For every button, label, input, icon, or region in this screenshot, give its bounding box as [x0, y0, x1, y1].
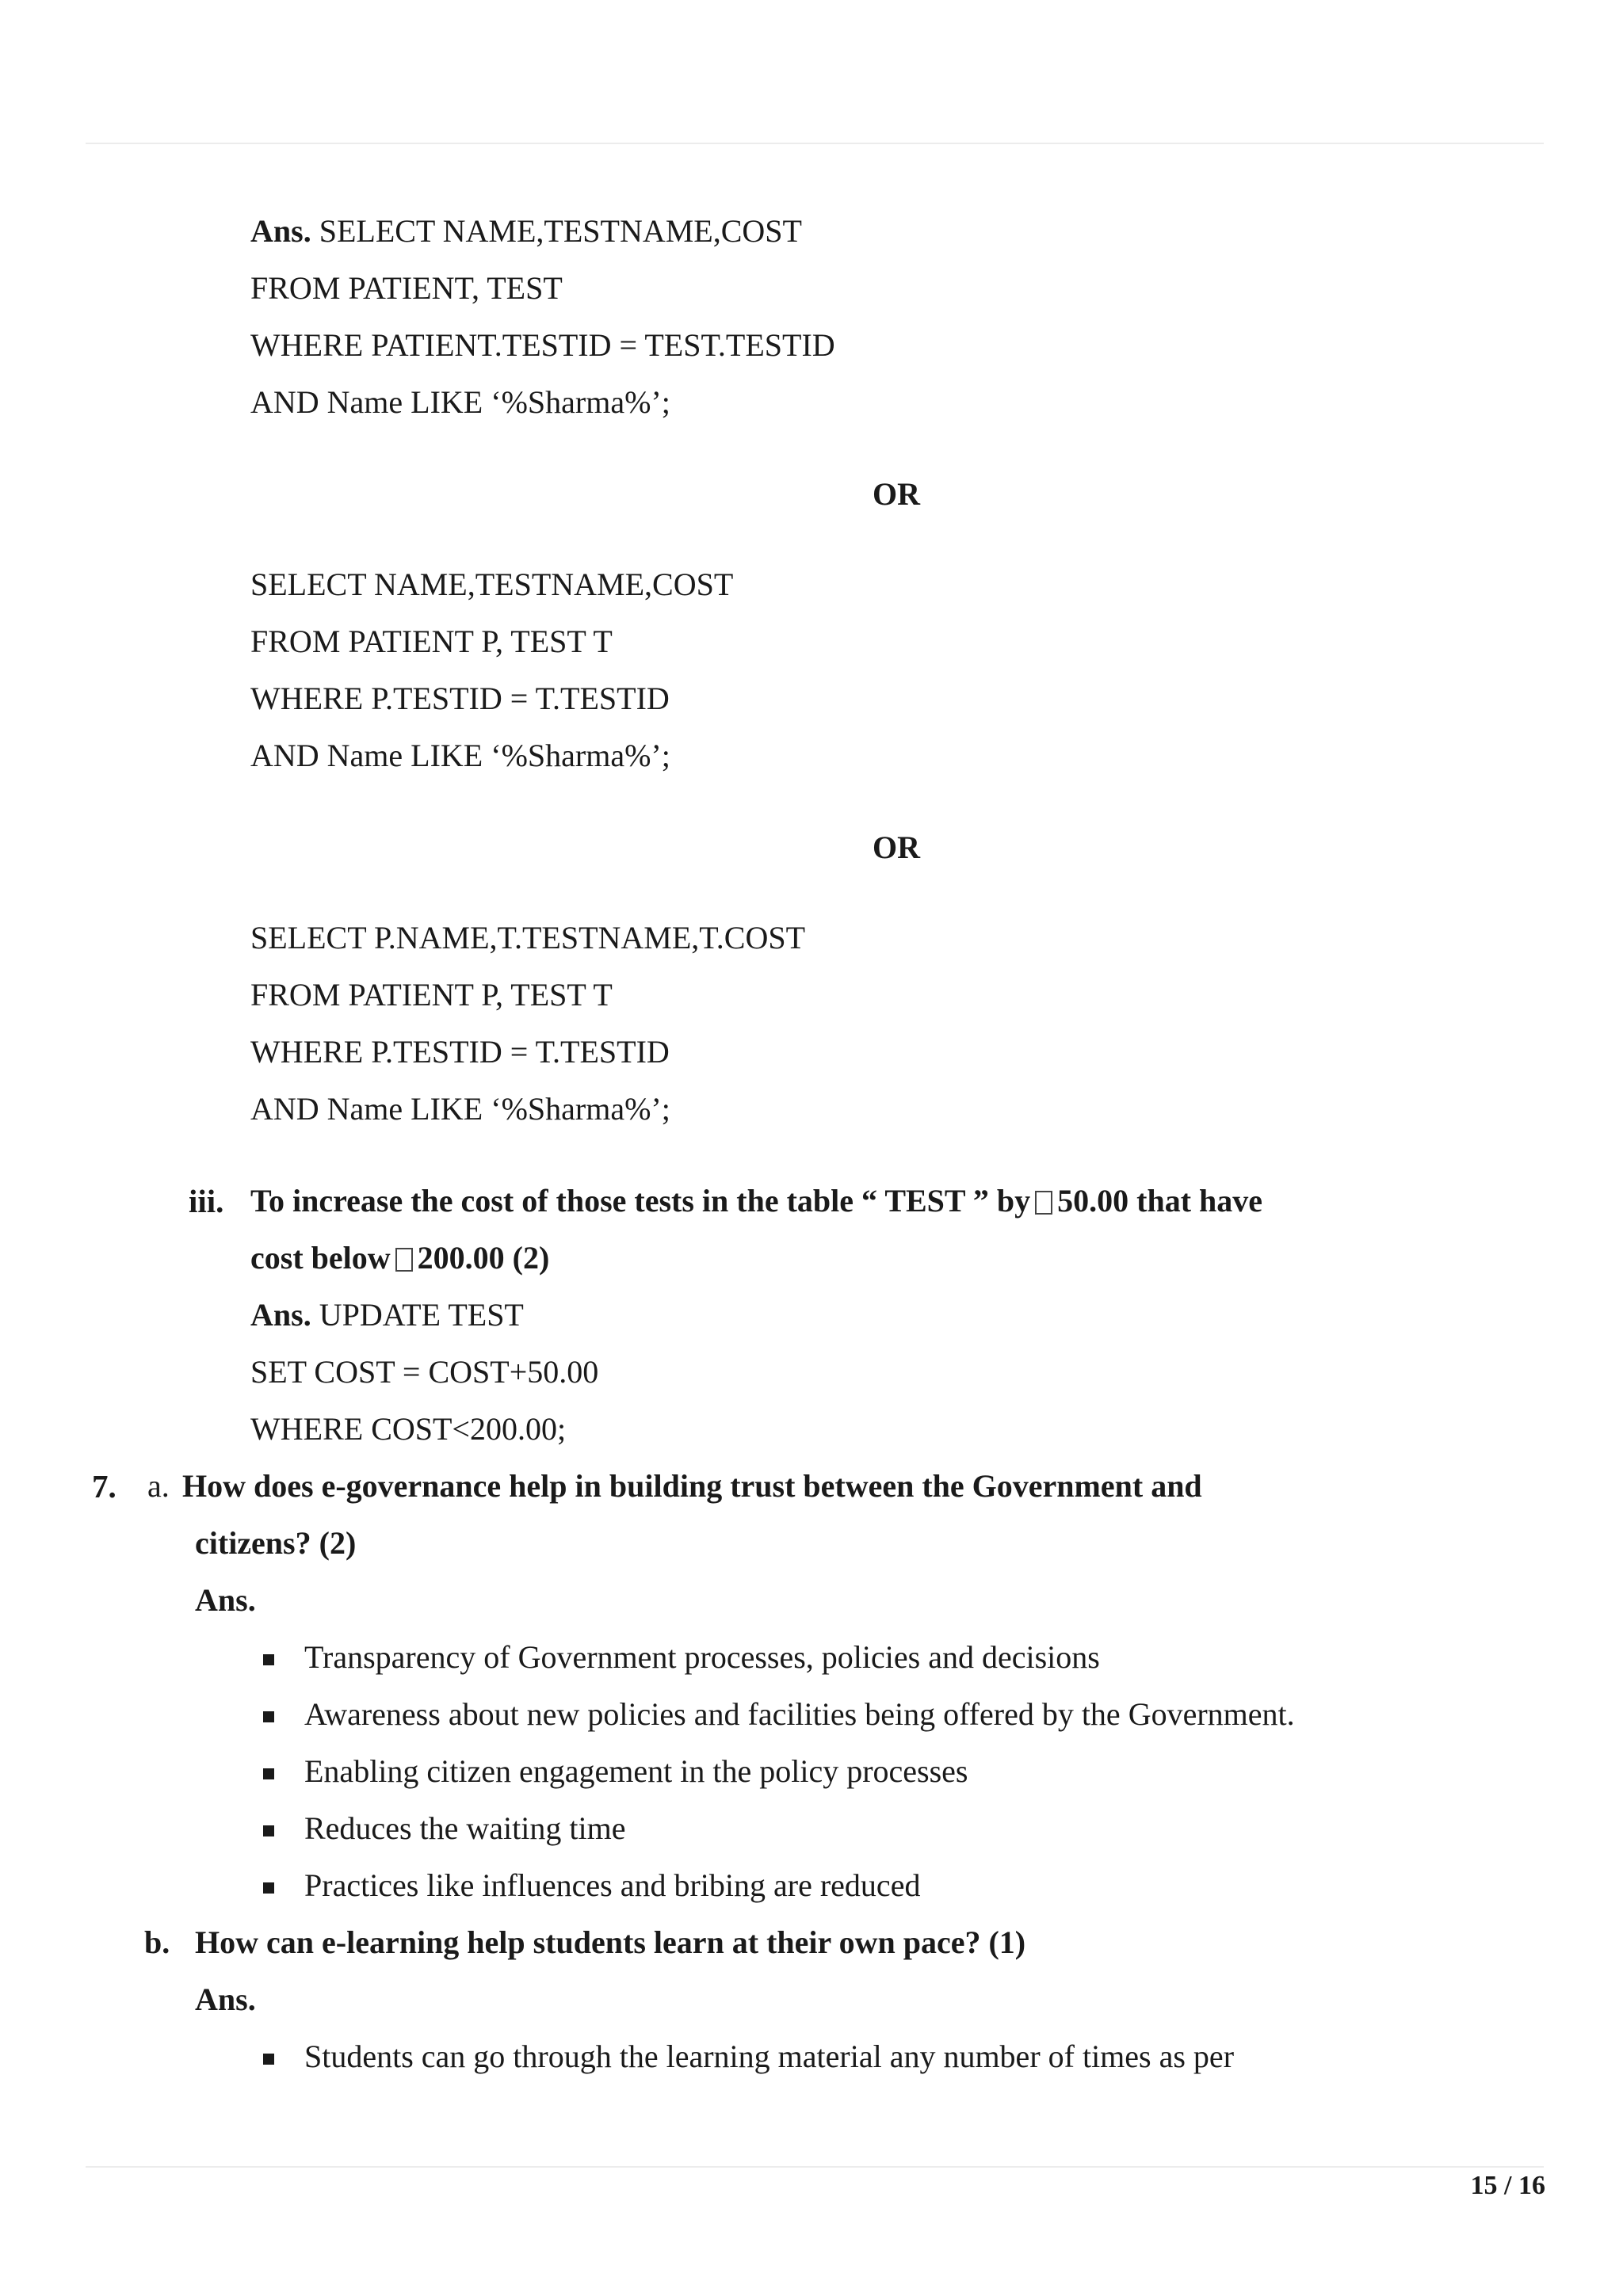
list-item: Reduces the waiting time — [304, 1810, 626, 1846]
list-item: Awareness about new policies and facilities being offered by the Government. — [304, 1696, 1295, 1732]
question-text-part: 50.00 that have — [1057, 1183, 1263, 1219]
sql-line: FROM PATIENT, TEST — [250, 270, 563, 306]
sub-question-label: a. — [147, 1468, 170, 1504]
rupee-glyph-icon — [395, 1248, 413, 1272]
ans-label: Ans. — [250, 213, 311, 249]
sql-line: WHERE COST<200.00; — [250, 1411, 567, 1447]
square-bullet-icon — [263, 1711, 274, 1722]
ans-label: Ans. — [250, 1297, 311, 1333]
sql-line: WHERE PATIENT.TESTID = TEST.TESTID — [250, 327, 835, 363]
sql-line: UPDATE TEST — [319, 1297, 524, 1333]
ans-label: Ans. — [195, 1582, 256, 1618]
or-separator: OR — [873, 476, 920, 512]
sql-line: AND Name LIKE ‘%Sharma%’; — [250, 738, 670, 773]
sql-line: SELECT NAME,TESTNAME,COST — [250, 566, 734, 602]
footer-rule — [86, 2166, 1544, 2168]
question-text-part: 200.00 (2) — [417, 1240, 550, 1276]
square-bullet-icon — [263, 1768, 274, 1779]
rupee-glyph-icon — [1035, 1191, 1052, 1215]
square-bullet-icon — [263, 2054, 274, 2065]
sql-line: WHERE P.TESTID = T.TESTID — [250, 1034, 670, 1070]
sql-line: FROM PATIENT P, TEST T — [250, 624, 613, 659]
question-number: iii. — [189, 1183, 224, 1219]
square-bullet-icon — [263, 1654, 274, 1665]
sql-line: SELECT NAME,TESTNAME,COST — [319, 213, 802, 249]
answer-line — [250, 212, 802, 250]
question-text — [250, 1239, 549, 1277]
sql-line: AND Name LIKE ‘%Sharma%’; — [250, 384, 670, 420]
sql-line: SELECT P.NAME,T.TESTNAME,T.COST — [250, 920, 806, 955]
list-item: Practices like influences and bribing are reduced — [304, 1867, 921, 1903]
question-text: citizens? (2) — [195, 1525, 357, 1561]
question-text: How does e-governance help in building trust between the Government and — [182, 1468, 1202, 1504]
question-text — [250, 1182, 1262, 1220]
sql-line: WHERE P.TESTID = T.TESTID — [250, 681, 670, 716]
sql-line: FROM PATIENT P, TEST T — [250, 977, 613, 1013]
question-text-part: To increase the cost of those tests in the table “ TEST ” by — [250, 1183, 1031, 1219]
answer-line — [250, 1296, 524, 1334]
question-text-part: cost below — [250, 1240, 391, 1276]
list-item: Students can go through the learning material any number of times as per — [304, 2039, 1235, 2074]
header-rule — [86, 143, 1544, 144]
sql-line: AND Name LIKE ‘%Sharma%’; — [250, 1091, 670, 1127]
or-separator: OR — [873, 830, 920, 865]
ans-label: Ans. — [195, 1981, 256, 2017]
question-number: 7. — [92, 1468, 116, 1505]
page-number: 15 / 16 — [1470, 2171, 1545, 2200]
square-bullet-icon — [263, 1825, 274, 1836]
sub-question-label: b. — [144, 1924, 170, 1960]
list-item: Enabling citizen engagement in the policy processes — [304, 1753, 968, 1789]
square-bullet-icon — [263, 1882, 274, 1894]
sql-line: SET COST = COST+50.00 — [250, 1354, 599, 1390]
list-item: Transparency of Government processes, policies and decisions — [304, 1639, 1100, 1675]
question-text: How can e-learning help students learn at their own pace? (1) — [195, 1924, 1026, 1960]
